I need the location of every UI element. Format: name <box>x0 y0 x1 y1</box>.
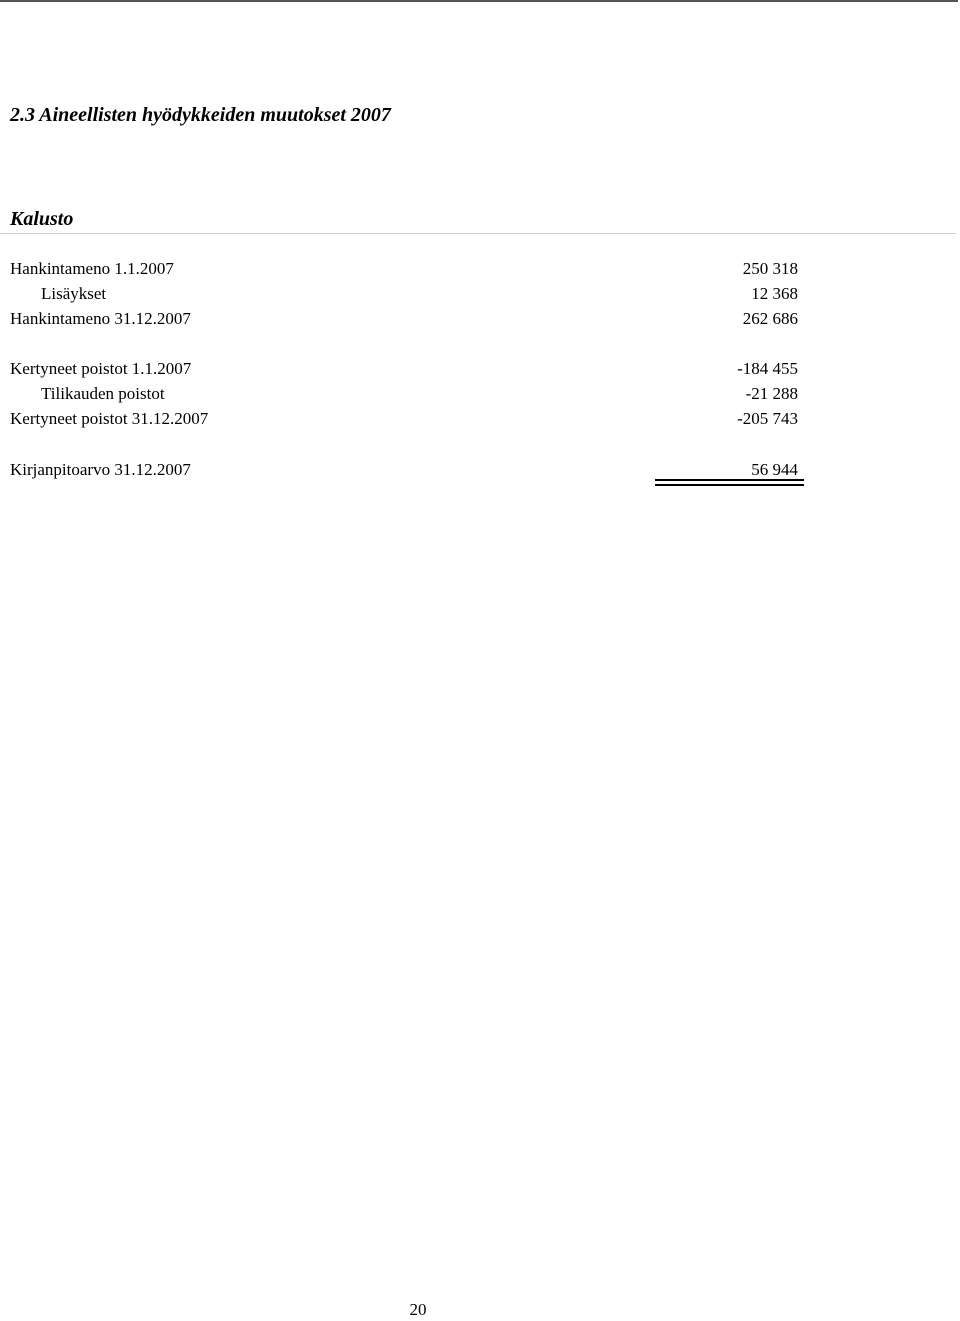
total-double-underline <box>655 479 804 486</box>
table-row-total <box>0 458 960 482</box>
row-value: -184 455 <box>737 359 798 378</box>
row-label: Kertyneet poistot 1.1.2007 <box>10 359 192 378</box>
page-number-container <box>0 1300 960 1320</box>
row-label: Lisäykset <box>41 284 107 303</box>
row-label: Tilikauden poistot <box>41 384 165 403</box>
row-value: 250 318 <box>742 259 798 278</box>
table-row <box>0 357 960 381</box>
subsection-divider <box>0 233 956 234</box>
page-number: 20 <box>409 1300 427 1319</box>
row-label: Kertyneet poistot 31.12.2007 <box>10 409 209 428</box>
table-row <box>0 282 960 306</box>
table-row <box>0 257 960 281</box>
section-heading: 2.3 Aineellisten hyödykkeiden muutokset 2007 <box>10 104 391 126</box>
row-value: -21 288 <box>745 384 798 403</box>
top-border-rule <box>0 0 958 2</box>
table-row <box>0 382 960 406</box>
table-row <box>0 307 960 331</box>
row-value: 56 944 <box>751 460 798 479</box>
subsection-title: Kalusto <box>10 208 74 230</box>
row-label: Hankintameno 1.1.2007 <box>10 259 174 278</box>
table-row <box>0 407 960 431</box>
row-value: 12 368 <box>751 284 798 303</box>
row-value: -205 743 <box>737 409 798 428</box>
row-label: Hankintameno 31.12.2007 <box>10 309 191 328</box>
row-label: Kirjanpitoarvo 31.12.2007 <box>10 460 191 479</box>
row-value: 262 686 <box>742 309 798 328</box>
